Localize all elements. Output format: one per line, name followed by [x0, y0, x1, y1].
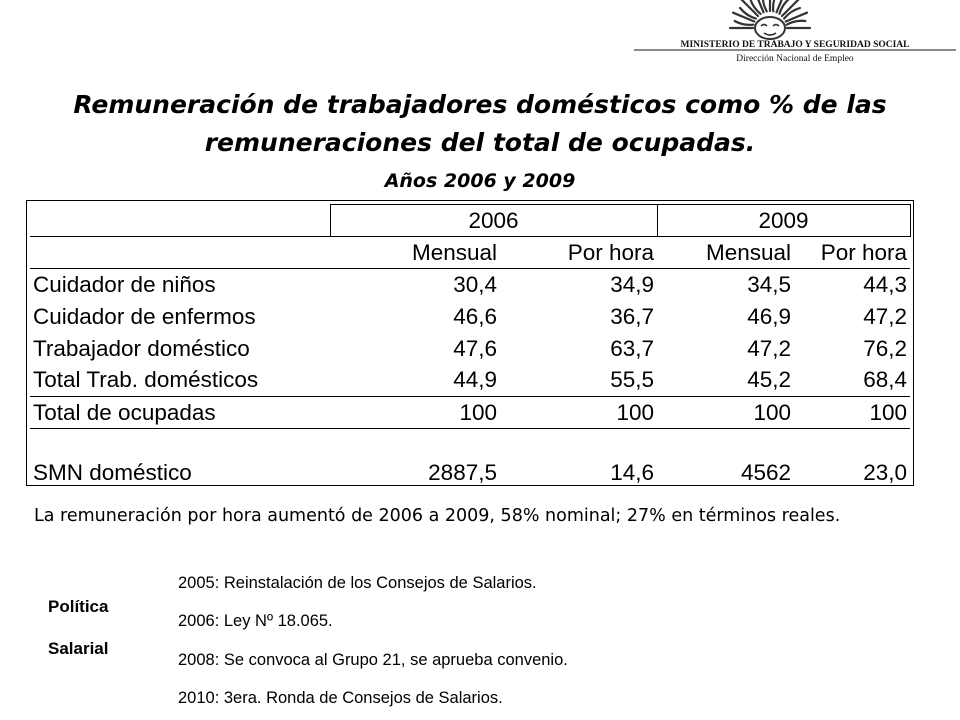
table-row: [30, 269, 910, 301]
subheader-por-hora-2006: Por hora: [500, 237, 657, 269]
cell-value: 45,2: [657, 365, 794, 397]
cell-value: 47,2: [863, 303, 907, 329]
cell-value: 36,7: [610, 303, 654, 329]
row-label: Total de ocupadas: [30, 397, 330, 429]
cell-value: 76,2: [863, 335, 907, 361]
cell-value: 2887,5: [428, 459, 497, 485]
cell-value: 14,6: [610, 459, 654, 485]
cell-value: 47,2: [747, 335, 791, 361]
cell-value: 100: [657, 397, 794, 429]
page-title: Remuneración de trabajadores domésticos como % de las remuneraciones del total de ocupadas.: [73, 90, 887, 157]
policy-item: 2008: Se convoca al Grupo 21, se aprueba convenio.: [178, 651, 568, 669]
policy-item: 2005: Reinstalación de los Consejos de Salarios.: [178, 574, 537, 592]
cell-value: 46,6: [453, 303, 497, 329]
row-label: Total Trab. domésticos: [30, 365, 330, 397]
svg-text:Dirección Nacional de Empleo: Dirección Nacional de Empleo: [736, 54, 854, 64]
ministry-logo: [630, 0, 960, 70]
svg-text:MINISTERIO DE TRABAJO Y SEGURI: MINISTERIO DE TRABAJO Y SEGURIDAD SOCIAL: [680, 40, 910, 50]
cell-value: 55,5: [500, 365, 657, 397]
table-row: [30, 301, 910, 333]
year-header-row: [30, 205, 910, 237]
cell-value: 100: [500, 397, 657, 429]
uruguay-sun-emblem-icon: [630, 0, 960, 70]
policy-label-line2: Salarial: [48, 639, 109, 658]
row-label: Trabajador doméstico: [33, 335, 250, 361]
row-label: Cuidador de enfermos: [33, 303, 256, 329]
cell-value: 44,9: [330, 365, 500, 397]
sun-ray: [787, 21, 806, 25]
cell-value: 68,4: [794, 365, 910, 397]
cell-value: 100: [330, 397, 500, 429]
page-subtitle: Años 2006 y 2009: [384, 170, 576, 192]
cell-value: 47,6: [453, 335, 497, 361]
policy-label-line1: Política: [48, 597, 109, 616]
policy-item: 2006: Ley Nº 18.065.: [178, 612, 333, 630]
policy-item: 2010: 3era. Ronda de Consejos de Salarios.: [178, 689, 503, 707]
table-row: [30, 457, 910, 489]
cell-value: 34,9: [610, 271, 654, 297]
table-row: [30, 365, 910, 397]
subheader-mensual-2006: Mensual: [330, 237, 500, 269]
table-spacer-row: [30, 429, 910, 457]
cell-value: 30,4: [453, 271, 497, 297]
remuneration-table: [30, 204, 911, 489]
year-header-2006: 2006: [330, 205, 657, 237]
sun-ray: [735, 21, 754, 25]
cell-value: 4562: [740, 459, 791, 485]
cell-value: 63,7: [610, 335, 654, 361]
subheader-por-hora-2009: Por hora: [794, 237, 910, 269]
summary-note: La remuneración por hora aumentó de 2006 a 2009, 58% nominal; 27% en términos reales.: [34, 506, 841, 526]
cell-value: 46,9: [747, 303, 791, 329]
subheader-row: [30, 237, 910, 269]
cell-value: 100: [794, 397, 910, 429]
cell-value: 34,5: [747, 271, 791, 297]
table-row: [30, 397, 910, 429]
year-header-2009: 2009: [657, 205, 910, 237]
table-row: [30, 333, 910, 365]
row-label: SMN doméstico: [33, 459, 192, 485]
subheader-mensual-2009: Mensual: [657, 237, 794, 269]
cell-value: 23,0: [863, 459, 907, 485]
cell-value: 44,3: [863, 271, 907, 297]
row-label: Cuidador de niños: [33, 271, 216, 297]
